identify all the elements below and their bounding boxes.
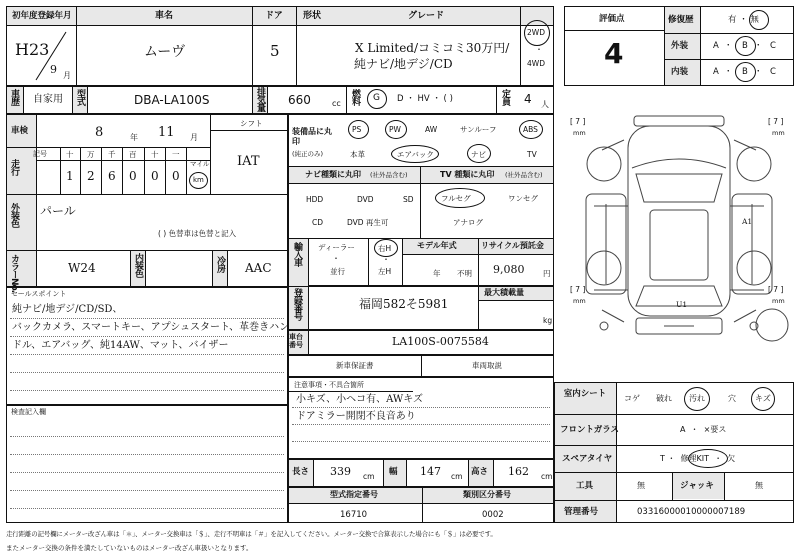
mileage-digit-2: 6 bbox=[108, 169, 116, 183]
import-dealer: ディーラー bbox=[318, 243, 355, 252]
mileage-digit-3: 0 bbox=[129, 169, 137, 183]
displacement-unit: cc bbox=[332, 99, 341, 108]
shape-label: 形状 bbox=[303, 11, 322, 21]
navi-sd: SD bbox=[403, 195, 414, 204]
registration-label: 登録番号 bbox=[292, 288, 302, 320]
interior-color-label: 内装色 bbox=[133, 253, 143, 277]
spare-value: T ・ 修理KIT ・ 欠 bbox=[660, 454, 736, 463]
seat-label: 室内シート bbox=[563, 389, 607, 399]
seat-tear: 破れ bbox=[656, 394, 672, 403]
mile-label: マイル bbox=[190, 160, 210, 168]
capacity-unit: 人 bbox=[541, 100, 549, 109]
shift-label: シフト bbox=[240, 119, 263, 128]
jack-value: 無 bbox=[755, 481, 763, 490]
type-code-value: 16710 bbox=[340, 510, 368, 520]
diagram-tr-mm: mm bbox=[772, 129, 785, 137]
tv-type-label: TV 種類に丸印 bbox=[440, 170, 495, 179]
ext-grade-dot-1: ・ bbox=[724, 41, 733, 51]
mileage-digit-5: 0 bbox=[172, 169, 180, 183]
type-code-label: 型式指定番号 bbox=[330, 490, 378, 499]
unit-2: 千 bbox=[108, 150, 116, 159]
unit-1: 万 bbox=[87, 150, 95, 159]
car-name-label: 車名 bbox=[155, 11, 174, 21]
color-no-value: W24 bbox=[68, 261, 96, 275]
ac-label: 冷房 bbox=[215, 256, 225, 272]
int-grade-circle bbox=[735, 62, 756, 82]
ext-grade-circle bbox=[735, 36, 756, 56]
sales-line-2: バックカメラ、スマートキー、アプシュスタート、革巻きハン bbox=[12, 322, 290, 333]
inspection-label: 車検 bbox=[11, 126, 29, 136]
interior-grade-label: 内装 bbox=[671, 67, 689, 77]
width-label: 幅 bbox=[389, 467, 398, 477]
navi-hdd: HDD bbox=[306, 195, 324, 204]
tv-type-sub: (社外品含む) bbox=[505, 171, 543, 179]
repair-none-circle bbox=[749, 10, 769, 30]
diagram-br-mm: mm bbox=[772, 297, 785, 305]
door-count: 5 bbox=[270, 42, 280, 60]
height-unit: cm bbox=[541, 472, 553, 481]
tv-oneseg: ワンセグ bbox=[508, 194, 538, 203]
mileage-symbol-label: 記号 bbox=[33, 150, 47, 158]
int-grade-a: A bbox=[713, 67, 719, 77]
displacement-value: 660 bbox=[288, 93, 311, 107]
equip-navi: ナビ bbox=[471, 150, 486, 159]
mgmt-label: 管理番号 bbox=[564, 507, 599, 517]
drive-dot: ・ bbox=[535, 45, 543, 54]
fuel-g: G bbox=[373, 93, 380, 103]
ext-grade-c: C bbox=[770, 41, 776, 51]
diagram-bl: [ 7 ] bbox=[570, 285, 586, 294]
grade-line-1: X Limited/コミコミ30万円/ bbox=[355, 41, 510, 55]
unit-0: 十 bbox=[66, 150, 74, 159]
equip-airbag: エアバック bbox=[397, 150, 434, 159]
mileage-digit-0: 1 bbox=[66, 169, 74, 183]
unit-4: 十 bbox=[151, 150, 159, 159]
navi-dvd: DVD bbox=[357, 195, 374, 204]
navi-cd: CD bbox=[312, 218, 324, 227]
tv-analog: アナログ bbox=[453, 218, 483, 227]
score-value: 4 bbox=[604, 37, 624, 70]
door-label: ドア bbox=[265, 11, 283, 21]
capacity-label: 定員 bbox=[500, 89, 510, 105]
import-parallel: 並行 bbox=[330, 267, 345, 276]
ext-grade-b: B bbox=[742, 41, 748, 51]
unit-5: 一 bbox=[172, 150, 180, 159]
height-value: 162 bbox=[508, 465, 529, 478]
diagram-bl-mm: mm bbox=[573, 297, 586, 305]
airbag-circle bbox=[391, 145, 439, 163]
notes-line-2: ドアミラー開閉不良音あり bbox=[296, 411, 416, 422]
exterior-note: ( ) 色替車は色替と記入 bbox=[158, 229, 237, 238]
model-year-label: モデル年式 bbox=[417, 241, 457, 250]
import-right: 右H bbox=[378, 244, 392, 253]
height-label: 高さ bbox=[471, 467, 489, 477]
navi-dvd-play: DVD 再生可 bbox=[347, 218, 389, 227]
int-grade-c: C bbox=[770, 67, 776, 77]
inspection-month: 11 bbox=[158, 125, 175, 140]
exterior-grade-label: 外装 bbox=[671, 41, 689, 51]
usage-value: 自家用 bbox=[33, 94, 63, 105]
equip-abs: ABS bbox=[523, 125, 538, 134]
repair-options: 有 ・ 無 bbox=[728, 15, 759, 25]
inspection-year: 8 bbox=[95, 125, 104, 140]
footer-line-1: 走行距離の記号欄にメーター改ざん車は「＊」、メーター交換車は「＄」、走行不明車は「＃」を記入してください。メーター交換で合算表示した場合にも「＄」は必要です。 bbox=[6, 530, 497, 538]
inspection-year-unit: 年 bbox=[130, 133, 138, 142]
unit-3: 百 bbox=[129, 150, 137, 159]
fuel-options: D ・ HV ・ ( ) bbox=[397, 94, 453, 104]
length-unit: cm bbox=[363, 472, 375, 481]
car-name-value: ムーヴ bbox=[144, 44, 186, 60]
sales-line-1: 純ナビ/地デジ/CD/SD、 bbox=[12, 304, 123, 315]
tools-value: 無 bbox=[637, 481, 645, 490]
registration-value: 福岡582そ5981 bbox=[359, 297, 449, 311]
equip-ps: PS bbox=[352, 125, 362, 134]
diagram-tr: [ 7 ] bbox=[768, 117, 784, 126]
car-outline bbox=[564, 110, 794, 365]
notes-line-1: 小キズ、小ヘコ有、AWキズ bbox=[296, 394, 423, 405]
class-code-value: 0002 bbox=[482, 510, 504, 520]
first-reg-label: 初年度登録年月 bbox=[12, 11, 72, 21]
month-unit: 月 bbox=[63, 71, 71, 80]
ac-value: AAC bbox=[245, 261, 272, 275]
max-load-unit: kg bbox=[543, 316, 553, 325]
seat-hole: 穴 bbox=[728, 394, 736, 403]
mileage-label: 走行 bbox=[9, 159, 19, 175]
equip-tv: TV bbox=[527, 150, 537, 159]
spare-kit-circle bbox=[688, 449, 728, 468]
recycle-yen: 円 bbox=[543, 269, 551, 278]
model-value: DBA-LA100S bbox=[134, 93, 210, 107]
ext-grade-a: A bbox=[713, 41, 719, 51]
model-year-unit: 年 bbox=[433, 269, 441, 278]
mileage-digit-1: 2 bbox=[87, 169, 95, 183]
seat-scratch: キズ bbox=[755, 394, 771, 403]
import-dot-2: ・ bbox=[382, 255, 390, 264]
glass-value: A ・ ×要ス bbox=[680, 425, 727, 434]
import-left: 左H bbox=[378, 267, 392, 276]
equip-sunroof: サンルーフ bbox=[460, 125, 497, 134]
mileage-digit-4: 0 bbox=[151, 169, 159, 183]
import-dot: ・ bbox=[332, 254, 340, 263]
chassis-value: LA100S-0075584 bbox=[392, 335, 489, 348]
damage-a1: A1 bbox=[742, 217, 753, 226]
import-label: 輸入車 bbox=[292, 242, 302, 266]
displacement-label: 排気量 bbox=[255, 87, 265, 111]
int-grade-b: B bbox=[742, 67, 748, 77]
jack-label: ジャッキ bbox=[680, 481, 714, 491]
tools-label: 工具 bbox=[576, 481, 594, 491]
glass-label: フロントガラス bbox=[560, 425, 619, 435]
first-reg-month: 9 bbox=[50, 63, 57, 76]
length-value: 339 bbox=[330, 465, 351, 478]
recycle-label: リサイクル預託金 bbox=[481, 241, 544, 250]
grade-line-2: 純ナビ/地デジ/CD bbox=[354, 57, 453, 71]
grade-label: グレード bbox=[408, 11, 445, 21]
diagram-tl-mm: mm bbox=[573, 129, 586, 137]
drive-2wd: 2WD bbox=[527, 28, 545, 37]
fuel-label: 燃料 bbox=[350, 89, 360, 105]
car-diagram bbox=[564, 110, 794, 365]
notes-label: 注意事項・不具合箇所 bbox=[294, 381, 364, 389]
equip-aw: AW bbox=[425, 125, 438, 134]
first-reg-year: H23 bbox=[15, 40, 50, 59]
int-grade-dot-1: ・ bbox=[724, 67, 733, 77]
seat-stain: 汚れ bbox=[689, 394, 705, 403]
spec-row bbox=[6, 86, 554, 114]
exterior-label: 外装色 bbox=[9, 203, 19, 227]
width-value: 147 bbox=[420, 465, 441, 478]
navi-type-label: ナビ種類に丸印 bbox=[305, 170, 361, 179]
inspection-note-label: 検査記入欄 bbox=[11, 408, 46, 416]
seat-burn: コゲ bbox=[624, 394, 640, 403]
repair-label: 修復歴 bbox=[668, 15, 694, 25]
length-label: 長さ bbox=[292, 467, 310, 477]
shift-value: IAT bbox=[237, 154, 260, 169]
recycle-amount: 9,080 bbox=[493, 263, 525, 276]
int-grade-dot-2: ・ bbox=[754, 67, 763, 77]
new-car-guarantee: 新車保証書 bbox=[336, 361, 374, 370]
equipment-sub: (純正のみ) bbox=[292, 150, 324, 158]
km-label: km bbox=[193, 176, 204, 184]
car-manual: 車両取説 bbox=[472, 361, 502, 370]
color-no-label: カラーNo. bbox=[9, 254, 19, 293]
equip-leather: 本革 bbox=[350, 150, 365, 159]
footer-line-2: またメーター交換の条件を満たしていないものはメーター改ざん車扱いとなります。 bbox=[6, 544, 253, 552]
max-load-label: 最大積載量 bbox=[484, 288, 524, 297]
model-label: 型式 bbox=[75, 89, 85, 105]
diagram-br: [ 7 ] bbox=[768, 285, 784, 294]
equip-pw: PW bbox=[389, 125, 401, 134]
inspection-note-block bbox=[6, 405, 288, 523]
spare-label: スペアタイヤ bbox=[562, 454, 613, 464]
class-code-label: 類別区分番号 bbox=[463, 490, 511, 499]
navi-type-sub: (社外品含む) bbox=[370, 171, 408, 179]
damage-u1: U1 bbox=[676, 300, 688, 309]
width-unit: cm bbox=[451, 472, 463, 481]
equipment-label: 装備品に丸印 bbox=[292, 127, 332, 146]
score-label: 評価点 bbox=[599, 14, 625, 24]
model-year-unknown: 不明 bbox=[457, 269, 472, 278]
capacity-value: 4 bbox=[524, 92, 532, 106]
sales-line-3: ドル、エアバッグ、純14AW、マット、バイザー bbox=[12, 340, 229, 351]
sales-point-label: セールスポイント bbox=[11, 290, 67, 298]
ext-grade-dot-2: ・ bbox=[754, 41, 763, 51]
drive-4wd: 4WD bbox=[527, 59, 545, 68]
inspection-month-unit: 月 bbox=[190, 133, 198, 142]
exterior-value: パール bbox=[40, 204, 76, 218]
chassis-label: 車台番号 bbox=[289, 333, 303, 350]
mgmt-value: 03316000010000007189 bbox=[637, 507, 746, 517]
tv-fullseg: フルセグ bbox=[441, 194, 471, 203]
diagram-tl: [ 7 ] bbox=[570, 117, 586, 126]
usage-label: 車歴 bbox=[9, 89, 19, 105]
